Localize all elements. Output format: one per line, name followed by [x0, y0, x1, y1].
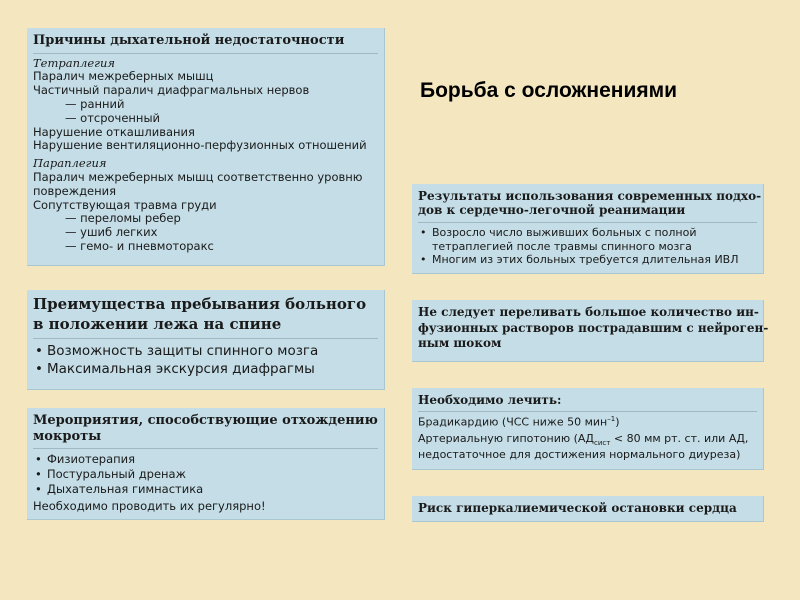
list-item [418, 226, 757, 254]
risk-text: Риск гиперкалиемической остановки сердца [418, 501, 737, 515]
advantages-list [33, 342, 378, 378]
treat-line-text: ) [615, 416, 620, 430]
sputum-card [27, 408, 385, 520]
infusion-card [412, 300, 769, 362]
treat-line-bradycardia [418, 415, 757, 429]
list-item: Частичный паралич диафрагмальных нервов [33, 83, 310, 98]
treat-heading: Необходимо лечить: [418, 393, 562, 407]
infusion-line1: Не следует переливать большое количество ин- [418, 305, 759, 319]
list-item: • Максимальная экскурсия диафрагмы [33, 360, 378, 378]
list-item: Паралич межреберных мышц [33, 69, 214, 84]
list-item: Паралич межреберных мышц соответственно уровню [33, 169, 363, 184]
list-item: • Дыхательная гимнастика [33, 482, 378, 497]
list-item: • Постуральный дренаж [33, 467, 378, 482]
list-item-line: Возросло число выживших больных с полной [432, 225, 697, 239]
superscript: –1 [607, 415, 616, 424]
results-heading-line2: дов к сердечно-легочной реанимации [418, 203, 686, 218]
risk-card [412, 496, 764, 522]
divider [418, 411, 757, 412]
page-title: Борьба с осложнениями [420, 79, 678, 102]
divider [418, 222, 757, 223]
infusion-line2: фузионных растворов пострадавшим с нейроген- [418, 320, 769, 335]
list-item: повреждения [33, 183, 117, 198]
divider [33, 448, 378, 449]
treat-line-hypotension [418, 432, 757, 448]
list-item: • Физиотерапия [33, 452, 378, 467]
list-item: — отсроченный [65, 110, 161, 125]
list-item: Нарушение вентиляционно-перфузионных отношений [33, 138, 367, 153]
list-item: — ранний [65, 96, 125, 111]
tetraplegia-label: Тетраплегия [33, 55, 115, 70]
sputum-heading-line1: Мероприятия, способствующие отхождению [33, 413, 378, 428]
list-item: • Многим из этих больных требуется длительная ИВЛ [418, 253, 757, 267]
treat-line-diuresis: недостаточное для достижения нормального диуреза) [418, 447, 741, 461]
advantages-heading-line2: в положении лежа на спине [33, 314, 282, 333]
list-item: • Возможность защиты спинного мозга [33, 342, 378, 360]
sputum-heading-line2: мокроты [33, 428, 102, 444]
divider [33, 53, 378, 54]
results-heading-line1: Результаты использования современных подхо- [418, 189, 762, 203]
results-list [418, 226, 757, 267]
causes-heading: Причины дыхательной недостаточности [33, 33, 345, 48]
treat-line-text: Брадикардию (ЧСС ниже 50 мин [418, 416, 608, 430]
advantages-heading-line1: Преимущества пребывания больного [33, 295, 367, 313]
results-card [412, 184, 764, 274]
treat-line-text: < 80 мм рт. ст. или АД, [610, 432, 749, 446]
list-item: — ушиб легких [65, 225, 158, 240]
list-item: — переломы ребер [65, 211, 181, 226]
sputum-note: Необходимо проводить их регулярно! [33, 499, 266, 513]
causes-card [27, 28, 385, 266]
sputum-list [33, 452, 378, 497]
list-item: — гемо- и пневмоторакс [65, 238, 214, 253]
infusion-line3: ным шоком [418, 336, 502, 351]
list-item: Сопутствующая травма груди [33, 197, 217, 212]
list-item-line: тетраплегией после травмы спинного мозга [432, 239, 692, 253]
treat-line-text: Артериальную гипотонию (АД [418, 432, 595, 446]
subscript: сист [594, 439, 611, 448]
treat-card [412, 388, 764, 470]
paraplegia-label: Параплегия [33, 156, 107, 171]
list-item: Нарушение откашливания [33, 124, 195, 139]
advantages-card [27, 290, 385, 390]
divider [33, 338, 378, 339]
